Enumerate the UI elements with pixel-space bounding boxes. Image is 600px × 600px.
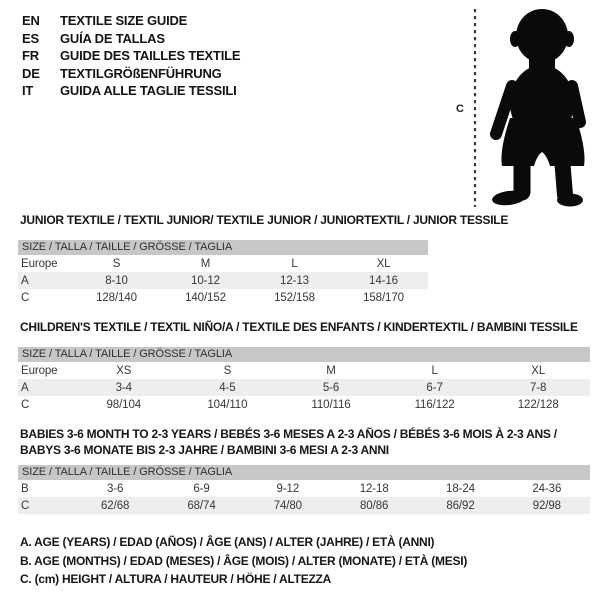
table-row xyxy=(18,480,590,497)
language-code: EN xyxy=(22,13,40,28)
language-title-list xyxy=(22,12,240,100)
size-cell: 24-36 xyxy=(532,482,562,495)
guide-title: GUIDA ALLE TAGLIE TESSILI xyxy=(60,83,237,99)
size-cell: S xyxy=(223,364,232,377)
language-row-de xyxy=(22,65,240,83)
size-cell: 116/122 xyxy=(414,398,455,411)
guide-title: GUIDE DES TAILLES TEXTILE xyxy=(60,48,241,64)
size-cell: S xyxy=(112,257,121,270)
junior-size-table xyxy=(18,213,509,306)
row-label: C xyxy=(21,291,30,304)
language-code: ES xyxy=(22,30,39,46)
baby-figure xyxy=(445,4,600,214)
table-row xyxy=(18,289,428,306)
size-cell: 7-8 xyxy=(530,381,547,394)
baby-silhouette xyxy=(445,4,600,214)
junior-table-title: JUNIOR TEXTILE / TEXTIL JUNIOR/ TEXTILE JUNIOR / JUNIORTEXTIL / JUNIOR TESSILE xyxy=(20,213,509,227)
size-cell: 158/170 xyxy=(363,291,404,304)
language-code: DE xyxy=(22,65,40,81)
row-label: C xyxy=(21,398,30,411)
size-cell: 62/68 xyxy=(101,499,130,512)
children-table-title: CHILDREN'S TEXTILE / TEXTIL NIÑO/A / TEXTILE DES ENFANTS / KINDERTEXTIL / BAMBINI TESSILE xyxy=(20,320,578,334)
children-table-rows xyxy=(18,362,590,413)
footnote-height: C. (cm) HEIGHT / ALTURA / HAUTEUR / HÖHE / ALTEZZA xyxy=(20,572,332,586)
size-cell: 74/80 xyxy=(273,499,302,512)
size-cell: 68/74 xyxy=(187,499,216,512)
size-cell: XS xyxy=(116,364,132,377)
row-label: Europe xyxy=(21,257,58,270)
row-label: B xyxy=(21,482,29,495)
row-label: C xyxy=(21,499,30,512)
row-label: A xyxy=(21,274,29,287)
size-cell: 104/110 xyxy=(207,398,248,411)
size-cell: 12-13 xyxy=(280,274,309,287)
table-row xyxy=(18,362,590,379)
language-code: FR xyxy=(22,48,39,64)
size-cell: 4-5 xyxy=(219,381,236,394)
size-cell: L xyxy=(431,364,438,377)
size-cell: 6-7 xyxy=(426,381,443,394)
babies-table-title-line1: BABIES 3-6 MONTH TO 2-3 YEARS / BEBÉS 3-6 MESES A 2-3 AÑOS / BÉBÉS 3-6 MOIS À 2-3 ANS / xyxy=(20,427,557,441)
size-cell: 86/92 xyxy=(446,499,475,512)
size-cell: 122/128 xyxy=(517,398,559,411)
guide-title: TEXTILE SIZE GUIDE xyxy=(60,13,188,28)
size-cell: 10-12 xyxy=(191,274,220,287)
size-cell: 3-4 xyxy=(115,381,132,394)
size-cell: 9-12 xyxy=(276,482,300,495)
size-cell: 110/116 xyxy=(311,398,351,411)
size-cell: 14-16 xyxy=(369,274,398,287)
language-row-fr xyxy=(22,47,240,65)
row-label: Europe xyxy=(21,364,58,377)
size-cell: 80/86 xyxy=(360,499,389,512)
size-cell: 98/104 xyxy=(106,398,142,411)
footnote-age-years: A. AGE (YEARS) / EDAD (AÑOS) / ÂGE (ANS) / ALTER (JAHRE) / ETÀ (ANNI) xyxy=(20,535,435,549)
row-label: A xyxy=(21,381,29,394)
size-cell: 92/98 xyxy=(532,499,561,512)
language-row-es xyxy=(22,30,240,48)
size-cell: 3-6 xyxy=(107,482,124,495)
table-row xyxy=(18,272,428,289)
language-row-en xyxy=(22,12,240,30)
size-cell: M xyxy=(326,364,336,377)
size-cell: XL xyxy=(376,257,391,270)
size-cell: 128/140 xyxy=(96,291,137,304)
size-cell: 18-24 xyxy=(446,482,475,495)
table-row xyxy=(18,396,590,413)
size-header-band: SIZE / TALLA / TAILLE / GRÖSSE / TAGLIA xyxy=(18,240,428,255)
junior-table-rows xyxy=(18,255,428,306)
table-row xyxy=(18,255,428,272)
table-row xyxy=(18,379,590,396)
children-size-table xyxy=(18,321,590,413)
babies-table-title-line2: BABYS 3-6 MONATE BIS 2-3 JAHRE / BAMBINI 3-6 MESI A 2-3 ANNI xyxy=(20,443,389,457)
table-row xyxy=(18,497,590,514)
size-cell: M xyxy=(200,257,211,270)
guide-title: TEXTILGRÖßENFÜHRUNG xyxy=(60,65,222,81)
legend-footnotes xyxy=(20,533,467,589)
size-header-band: SIZE / TALLA / TAILLE / GRÖSSE / TAGLIA xyxy=(18,347,590,362)
footnote-age-months: B. AGE (MONTHS) / EDAD (MESES) / ÂGE (MOIS) / ALTER (MONATE) / ETÀ (MESI) xyxy=(20,553,468,568)
height-measure-label: C xyxy=(456,103,464,115)
size-cell: 8-10 xyxy=(105,274,128,287)
size-cell: XL xyxy=(531,364,546,377)
guide-title: GUÍA DE TALLAS xyxy=(60,30,165,46)
babies-table-rows xyxy=(18,480,590,514)
size-cell: 140/152 xyxy=(185,291,226,304)
size-cell: 5-6 xyxy=(322,381,340,394)
size-header-band: SIZE / TALLA / TAILLE / GRÖSSE / TAGLIA xyxy=(18,465,590,480)
language-row-it xyxy=(22,82,240,100)
size-cell: L xyxy=(291,257,298,270)
babies-size-table xyxy=(18,426,590,514)
size-cell: 6-9 xyxy=(193,482,210,495)
size-cell: 12-18 xyxy=(359,482,389,495)
language-code: IT xyxy=(22,83,34,99)
size-cell: 152/158 xyxy=(274,291,315,304)
